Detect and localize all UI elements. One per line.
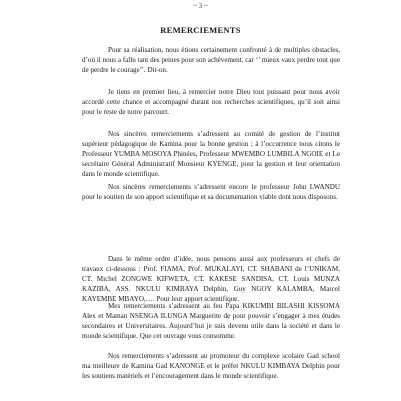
page-title: REMERCIEMENTS <box>160 25 241 35</box>
paragraph: Nos remerciements s’adressent au promoteur du complexe scolaire Gad school ma meilleure de Kamina Gad KANONGE et le préfet NKULU KIMBAYA Delphin pour les soutiens matériels et l’encouragement dans le monde scientifique. <box>82 352 340 381</box>
paragraph: Nos sincères remerciements s’adressent au comité de gestion de l’institut supérieur pédagogique de Kamina pour la bonne gestion ; à l’occurrence nous citons le Professeur YUMBA MOSOYA Phinées, Professeur MWEMBO LUMBILA NGOIE et Le secrétaire Général Administratif Monsieur KYENGE, pour la gestion et leur orientation dans le monde scientifique. <box>82 130 340 179</box>
paragraph: Nos sincères remerciements s’adressent encore le professeur John LWANDU pour le soutien de son apport scientifique et sa documentation viable dont nous disposons. <box>82 183 340 202</box>
paragraph: Mes remerciements s’adressent au feu Papa KIKUMBI BILASHI KISSOMA Alex et Maman NSENGA ILUNGA Marguerite de pour pouvoir s’engager à mes études secondaires et Universitaires. Aujourd’hui je suis devenu utile dans la société et dans le monde scientifique. Que cet ouvrage vous consomme. <box>82 302 340 341</box>
paragraph: Dans le même ordre d’idée, nous pensons aussi aux professeurs et chefs de travaux ci-dessous : Prof. FIAMA, Prof. MUKALAYI, CT. SHABANI de l’UNIKAM, CT. Michel ZONGWE KIFWETA, CT. KAKESE SANDISA, CT. Louis MUNZA KAZIBA, ASS. NKULU KIMBAYA Delphin, Guy NGOY KALAMBA, Marcel KAYEMBE MBAYO,…. Pour leur apport scientifique. <box>82 255 340 304</box>
page-number: ~ 3 ~ <box>193 2 208 10</box>
paragraph: Je tiens en premier lieu, à remercier notre Dieu tout puissant pour nous avoir accordé cette chance et accompagné durant nos recherches scientifiques, qu’il soit ainsi pour le reste de notre parcourt. <box>82 88 340 117</box>
paragraph: Pour sa réalisation, nous étions certainement confronté à de multiples obstacles, d’où il nous a fallu tant des peines pour son achèvement, car ‘’ mieux vaux perdre tout que de perdre le courage’’. Dit-on. <box>82 46 340 75</box>
